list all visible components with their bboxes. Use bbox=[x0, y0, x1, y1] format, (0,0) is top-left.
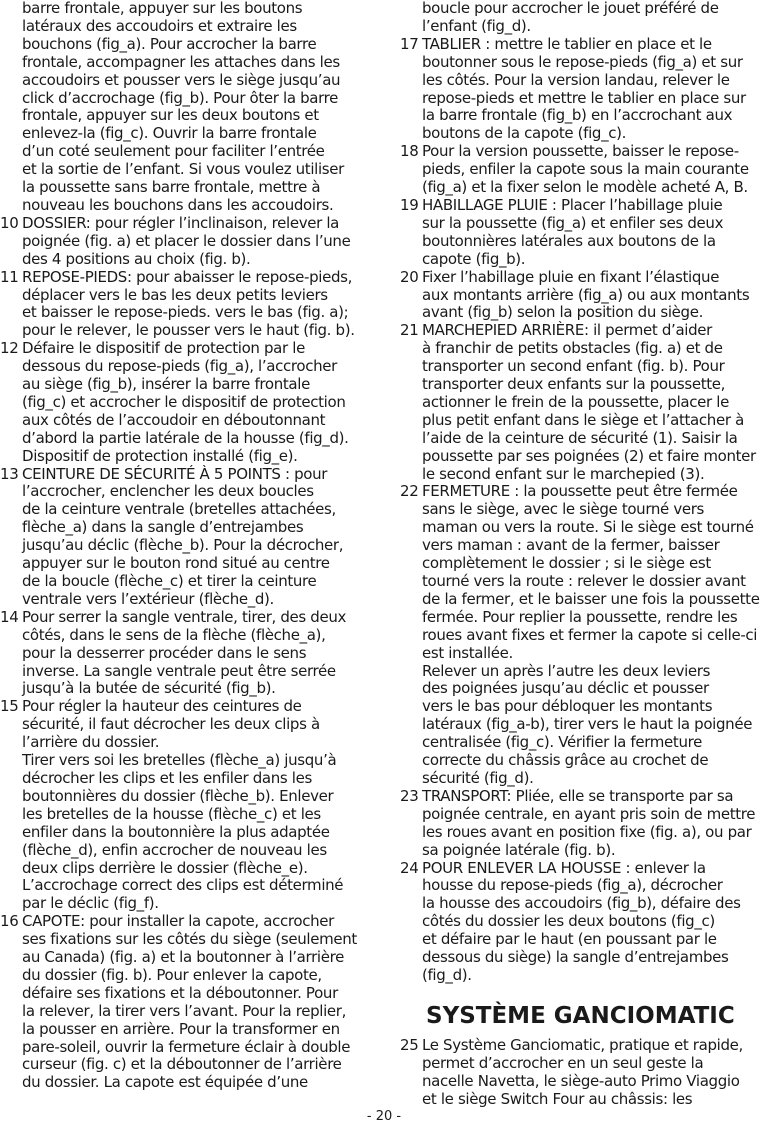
item-text bbox=[422, 483, 768, 787]
text-line: nouveau les bouchons dans les accoudoirs. bbox=[22, 195, 334, 214]
item-number: 24 bbox=[400, 858, 419, 877]
left-items bbox=[0, 215, 375, 1092]
text-line: sans le siège, avec le siège tourné vers bbox=[422, 500, 705, 519]
text-line: tourné vers la route : relever le dossier avant bbox=[422, 572, 746, 590]
text-line: pare-soleil, ouvrir la fermeture éclair à double bbox=[22, 1037, 351, 1056]
text-line: au siège (fig_b), insérer la barre frontale bbox=[22, 375, 310, 394]
text-line: Dispositif de protection installé (fig_e). bbox=[22, 446, 298, 465]
instruction-item bbox=[0, 269, 375, 341]
text-line: nacelle Navetta, le siège-auto Primo Viaggio bbox=[422, 1071, 740, 1090]
item-text bbox=[422, 143, 768, 197]
text-line: côtés du dossier les deux boutons (fig_c) bbox=[422, 912, 715, 931]
instruction-item bbox=[400, 788, 768, 860]
text-line: centralisée (fig_c). Vérifier la fermeture bbox=[422, 733, 702, 752]
text-line: vers le bas pour débloquer les montants bbox=[422, 697, 713, 716]
text-line: (flèche_d), enfin accrocher de nouveau les bbox=[22, 840, 327, 859]
text-line: ventrale vers l’extérieur (flèche_d). bbox=[22, 589, 274, 608]
text-line: à franchir de petits obstacles (fig. a) et de bbox=[422, 339, 723, 358]
item-number: 22 bbox=[400, 482, 419, 501]
item-text bbox=[22, 913, 375, 1092]
text-line: déplacer vers le bas les deux petits leviers bbox=[22, 285, 328, 304]
text-line: repose-pieds et mettre le tablier en place sur bbox=[422, 88, 746, 107]
item-text bbox=[22, 698, 375, 913]
text-line: sa poignée latérale (fig. b). bbox=[422, 840, 616, 859]
text-line: correcte du châssis grâce au crochet de bbox=[422, 751, 709, 770]
text-line: Tirer vers soi les bretelles (flèche_a) jusqu’à bbox=[22, 751, 337, 770]
text-line: bouchons (fig_a). Pour accrocher la barre bbox=[22, 34, 317, 53]
item-text bbox=[422, 197, 768, 269]
text-line: transporter deux enfants sur la poussette, bbox=[422, 375, 726, 394]
instruction-item bbox=[400, 1037, 768, 1109]
continuation-text bbox=[400, 0, 768, 36]
text-line: la pousser en arrière. Pour la transformer en bbox=[22, 1019, 340, 1038]
text-line: click d’accrochage (fig_b). Pour ôter la barre bbox=[22, 88, 339, 107]
text-line: l’enfant (fig_d). bbox=[422, 16, 531, 35]
text-line: les bretelles de la housse (flèche_c) et les bbox=[22, 804, 321, 823]
text-line: boutonnières latérales aux boutons de la bbox=[422, 231, 716, 250]
item-number: 20 bbox=[400, 267, 419, 286]
continuation-block bbox=[400, 0, 768, 36]
text-line: jusqu’au déclic (flèche_b). Pour la décrocher, bbox=[22, 536, 344, 555]
text-line: (fig_c) et accrocher le dispositif de protection bbox=[22, 392, 346, 411]
instruction-item bbox=[400, 36, 768, 143]
page-number: - 20 - bbox=[366, 1109, 402, 1124]
left-column bbox=[0, 0, 375, 1092]
text-line: et baisser le repose-pieds. vers le bas (fig. a); bbox=[22, 303, 349, 322]
text-line: enfiler dans la boutonnière la plus adaptée bbox=[22, 822, 330, 841]
instruction-item bbox=[400, 269, 768, 323]
text-line: sécurité, il faut décrocher les deux clips à bbox=[22, 715, 320, 734]
instruction-item bbox=[400, 143, 768, 197]
text-line: et le siège Switch Four au châssis: les bbox=[422, 1089, 693, 1108]
text-line: de la ceinture ventrale (bretelles attachées, bbox=[22, 500, 336, 519]
item-text bbox=[422, 322, 768, 483]
text-line: vers maman : avant de la fermer, baisser bbox=[422, 536, 720, 555]
text-line: transporter un second enfant (fig. b). Pour bbox=[422, 357, 725, 376]
text-line: sécurité (fig_d). bbox=[422, 768, 534, 787]
text-line: boucle pour accrocher le jouet préféré de bbox=[422, 0, 719, 17]
text-line: d’un coté seulement pour faciliter l’entrée bbox=[22, 142, 325, 161]
text-line: dessous du siège) la sangle d’entrejambes bbox=[422, 948, 729, 967]
text-line: frontale, accompagner les attaches dans les bbox=[22, 52, 340, 71]
text-line: les roues avant en position fixe (fig. a), ou par bbox=[422, 822, 752, 841]
text-line: aux côtés de l’accoudoir en déboutonnant bbox=[22, 410, 326, 429]
instruction-item bbox=[400, 860, 768, 985]
text-line: est installée. bbox=[422, 643, 513, 662]
text-line: défaire ses fixations et la déboutonner. Pour bbox=[22, 983, 338, 1002]
item-text bbox=[22, 609, 375, 699]
text-line: housse du repose-pieds (fig_a), décrocher bbox=[422, 876, 723, 895]
text-line: poignée centrale, en ayant pris soin de mettre bbox=[422, 804, 756, 823]
item-number: 17 bbox=[400, 34, 419, 53]
item-text bbox=[22, 466, 375, 609]
text-line: Relever un après l’autre les deux leviers bbox=[422, 661, 711, 680]
text-line: au Canada) (fig. a) et la boutonner à l’arrière bbox=[22, 948, 344, 967]
item-number: 23 bbox=[400, 786, 419, 805]
item-number: 21 bbox=[400, 321, 419, 340]
text-line: latéraux (fig_a-b), tirer vers le haut la poignée bbox=[422, 715, 753, 734]
text-line: la barre frontale (fig_b) en l’accrochant aux bbox=[422, 106, 733, 125]
text-line: deux clips derrière le dossier (flèche_e). bbox=[22, 858, 308, 877]
text-line: FERMETURE : la poussette peut être fermée bbox=[422, 482, 738, 501]
text-line: par le déclic (fig_f). bbox=[22, 894, 159, 913]
text-line: enlevez-la (fig_c). Ouvrir la barre frontale bbox=[22, 124, 317, 143]
text-line: TABLIER : mettre le tablier en place et le bbox=[422, 34, 712, 53]
item-number: 12 bbox=[0, 339, 19, 358]
text-line: fermée. Pour replier la poussette, rendre les bbox=[422, 607, 738, 626]
text-line: frontale, appuyer sur les deux boutons et bbox=[22, 106, 319, 125]
text-line: boutonner sous le repose-pieds (fig_a) et sur bbox=[422, 52, 743, 71]
text-line: sur la poussette (fig_a) et enfiler ses deux bbox=[422, 213, 724, 232]
section-title: SYSTÈME GANCIOMATIC bbox=[426, 1002, 735, 1029]
text-line: capote (fig_b). bbox=[422, 249, 526, 268]
text-line: jusqu’à la butée de sécurité (fig_b). bbox=[22, 679, 276, 698]
item-text bbox=[422, 1037, 768, 1109]
item-text bbox=[422, 788, 768, 860]
text-line: boutons de la capote (fig_c). bbox=[422, 124, 627, 143]
item-number: 25 bbox=[400, 1035, 419, 1054]
text-line: (fig_d). bbox=[422, 965, 472, 984]
text-line: de la fermer, et le baisser une fois la poussette bbox=[422, 589, 760, 608]
text-line: roues avant fixes et fermer la capote si celle-ci bbox=[422, 625, 758, 644]
text-line: REPOSE-PIEDS: pour abaisser le repose-pieds, bbox=[22, 267, 353, 286]
text-line: du dossier. La capote est équipée d’une bbox=[22, 1073, 308, 1092]
text-line: d’abord la partie latérale de la housse (fig_d). bbox=[22, 428, 349, 447]
text-line: l’arrière du dossier. bbox=[22, 733, 160, 752]
text-line: Pour la version poussette, baisser le repose- bbox=[422, 142, 739, 161]
text-line: HABILLAGE PLUIE : Placer l’habillage pluie bbox=[422, 195, 723, 214]
text-line: pour le relever, le pousser vers le haut (fig. b). bbox=[22, 321, 355, 340]
item-number: 19 bbox=[400, 195, 419, 214]
instruction-item bbox=[0, 609, 375, 699]
item-number: 15 bbox=[0, 697, 19, 716]
text-line: et la sortie de l’enfant. Si vous voulez utiliser bbox=[22, 160, 344, 179]
item-number: 18 bbox=[400, 142, 419, 161]
text-line: avant (fig_b) selon la position du siège. bbox=[422, 303, 704, 322]
instruction-item bbox=[0, 340, 375, 465]
text-line: poussette par ses poignées (2) et faire monter bbox=[422, 446, 756, 465]
text-line: actionner le frein de la poussette, placer le bbox=[422, 392, 729, 411]
item-text bbox=[22, 215, 375, 269]
text-line: poignée (fig. a) et placer le dossier dans l’une bbox=[22, 231, 351, 250]
item-text bbox=[22, 269, 375, 341]
text-line: permet d’accrocher en un seul geste la bbox=[422, 1053, 704, 1072]
text-line: l’aide de la ceinture de sécurité (1). Saisir la bbox=[422, 428, 738, 447]
instruction-item bbox=[0, 913, 375, 1092]
text-line: Pour serrer la sangle ventrale, tirer, des deux bbox=[22, 607, 347, 626]
text-line: le second enfant sur le marchepied (3). bbox=[422, 464, 705, 483]
text-line: plus petit enfant dans le siège et l’attacher à bbox=[422, 410, 744, 429]
text-line: décrocher les clips et les enfiler dans les bbox=[22, 768, 312, 787]
section-items bbox=[400, 1037, 768, 1109]
text-line: CAPOTE: pour installer la capote, accrocher bbox=[22, 912, 334, 931]
continuation-text bbox=[0, 0, 375, 215]
text-line: dessous du repose-pieds (fig_a), l’accrocher bbox=[22, 357, 337, 376]
text-line: flèche_a) dans la sangle d’entrejambes bbox=[22, 518, 304, 537]
instruction-item bbox=[400, 197, 768, 269]
item-text bbox=[422, 36, 768, 143]
text-line: complètement le dossier ; si le siège est bbox=[422, 554, 711, 573]
text-line: (fig_a) et la fixer selon le modèle acheté A, B. bbox=[422, 178, 748, 197]
text-line: aux montants arrière (fig_a) ou aux montants bbox=[422, 285, 750, 304]
item-number: 14 bbox=[0, 607, 19, 626]
text-line: L’accrochage correct des clips est déterminé bbox=[22, 876, 344, 895]
text-line: TRANSPORT: Pliée, elle se transporte par sa bbox=[422, 786, 734, 805]
text-line: appuyer sur le bouton rond situé au centre bbox=[22, 554, 330, 573]
instruction-item bbox=[0, 215, 375, 269]
right-items bbox=[400, 36, 768, 985]
text-line: la poussette sans barre frontale, mettre à bbox=[22, 178, 321, 197]
text-line: de la boucle (flèche_c) et tirer la ceinture bbox=[22, 572, 317, 590]
text-line: Pour régler la hauteur des ceintures de bbox=[22, 697, 302, 716]
text-line: du dossier (fig. b). Pour enlever la capote, bbox=[22, 965, 322, 984]
continuation-block bbox=[0, 0, 375, 215]
instruction-item bbox=[0, 698, 375, 913]
text-line: CEINTURE DE SÉCURITÉ À 5 POINTS : pour bbox=[22, 464, 328, 483]
item-text bbox=[422, 860, 768, 985]
text-line: inverse. La sangle ventrale peut être serrée bbox=[22, 661, 336, 680]
item-text bbox=[422, 269, 768, 323]
item-number: 11 bbox=[0, 267, 19, 286]
item-number: 16 bbox=[0, 912, 19, 931]
text-line: ses fixations sur les côtés du siège (seulement bbox=[22, 930, 357, 949]
text-line: pour la desserrer procéder dans le sens bbox=[22, 643, 307, 662]
instruction-item bbox=[0, 466, 375, 609]
text-line: barre frontale, appuyer sur les boutons bbox=[22, 0, 303, 17]
text-line: les côtés. Pour la version landau, relever le bbox=[422, 70, 730, 89]
text-line: Défaire le dispositif de protection par le bbox=[22, 339, 305, 358]
instruction-item bbox=[400, 483, 768, 787]
text-line: Le Système Ganciomatic, pratique et rapide, bbox=[422, 1035, 743, 1054]
text-line: la housse des accoudoirs (fig_b), défaire des bbox=[422, 894, 741, 913]
text-line: des 4 positions au choix (fig. b). bbox=[22, 249, 251, 268]
instruction-item bbox=[400, 322, 768, 483]
text-line: POUR ENLEVER LA HOUSSE : enlever la bbox=[422, 858, 706, 877]
text-line: accoudoirs et pousser vers le siège jusqu’au bbox=[22, 70, 341, 89]
text-line: boutonnières du dossier (flèche_b). Enlever bbox=[22, 786, 334, 805]
item-number: 10 bbox=[0, 213, 19, 232]
text-line: MARCHEPIED ARRIÈRE: il permet d’aider bbox=[422, 321, 712, 340]
text-line: pieds, enfiler la capote sous la main courante bbox=[422, 160, 749, 179]
text-line: l’accrocher, enclencher les deux boucles bbox=[22, 482, 314, 501]
text-line: la relever, la tirer vers l’avant. Pour la replier, bbox=[22, 1001, 347, 1020]
item-number: 13 bbox=[0, 464, 19, 483]
text-line: et défaire par le haut (en poussant par le bbox=[422, 930, 717, 949]
right-column bbox=[400, 0, 768, 1108]
text-line: des poignées jusqu’au déclic et pousser bbox=[422, 679, 709, 698]
text-line: DOSSIER: pour régler l’inclinaison, relever la bbox=[22, 213, 339, 232]
text-line: maman ou vers la route. Si le siège est tourné bbox=[422, 518, 754, 537]
text-line: côtés, dans le sens de la flèche (flèche_a), bbox=[22, 625, 326, 644]
text-line: Fixer l’habillage pluie en fixant l’élastique bbox=[422, 267, 720, 286]
item-text bbox=[22, 340, 375, 465]
text-line: latéraux des accoudoirs et extraire les bbox=[22, 16, 297, 35]
text-line: curseur (fig. c) et la déboutonner de l’arrière bbox=[22, 1055, 342, 1074]
